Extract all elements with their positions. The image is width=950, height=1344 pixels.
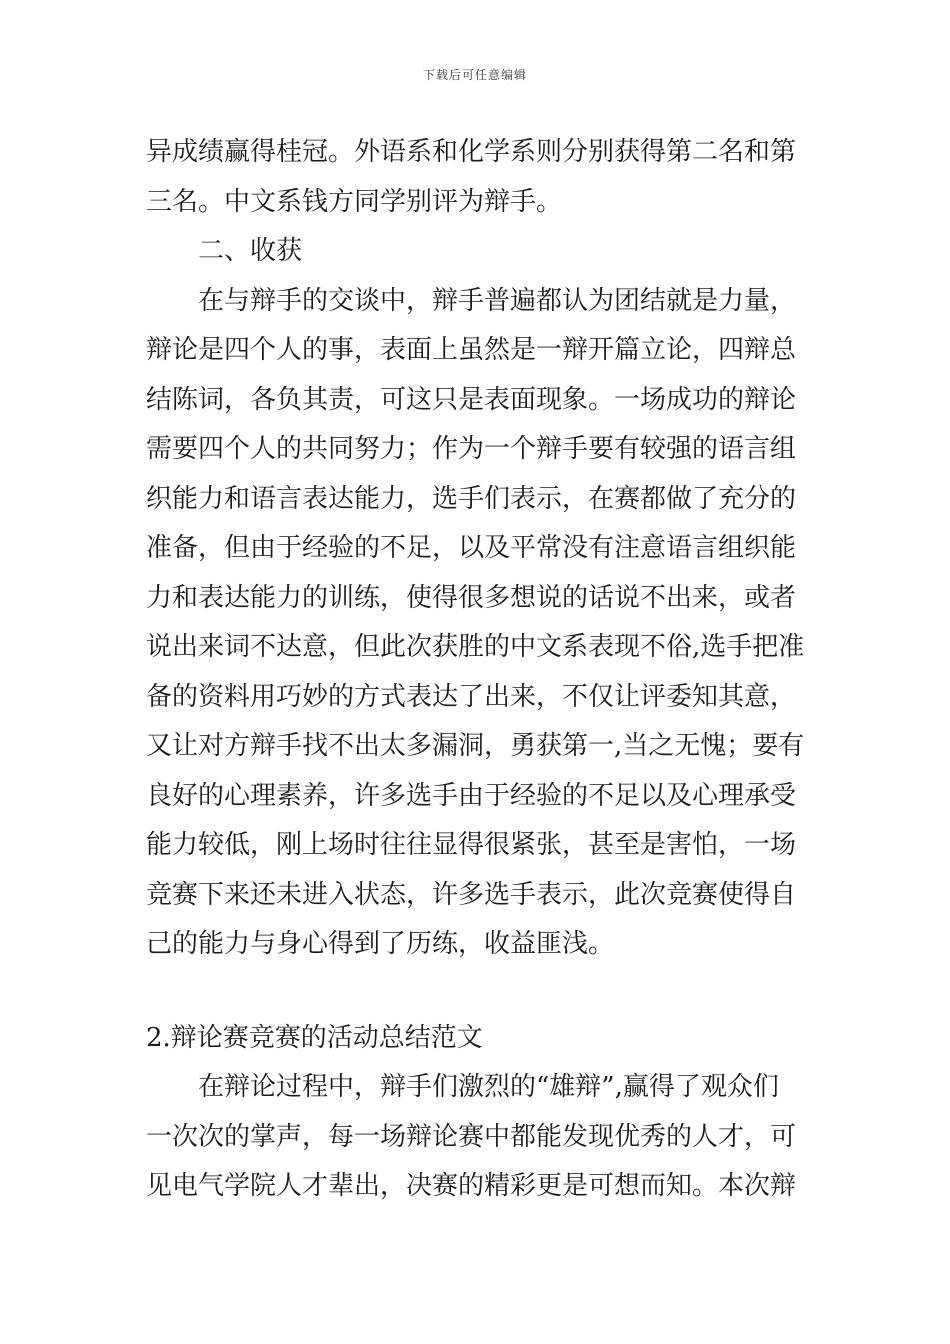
text-line: 结陈词，各负其责，可这只是表面现象。一场成功的辩论 bbox=[146, 384, 797, 415]
text-line: 见电气学院人才辈出，决赛的精彩更是可想而知。本次辩 bbox=[146, 1171, 797, 1201]
text-line: 竞赛下来还未进入状态，许多选手表示，此次竞赛使得自 bbox=[146, 879, 797, 910]
text-line: 在与辩手的交谈中，辩手普遍都认为团结就是力量， bbox=[198, 285, 797, 316]
text-line: 良好的心理素养，许多选手由于经验的不足以及心理承受 bbox=[146, 780, 797, 811]
document-body bbox=[146, 128, 810, 1212]
paragraph-harvest bbox=[146, 277, 810, 970]
text-line: 准备，但由于经验的不足，以及平常没有注意语言组织能 bbox=[146, 533, 797, 563]
text-line: 能力较低，刚上场时往往显得很紧张，甚至是害怕，一场 bbox=[146, 830, 797, 860]
paragraph-debate-summary bbox=[146, 1063, 810, 1212]
paragraph-results bbox=[146, 128, 810, 227]
text-line: 一次次的掌声，每一场辩论赛中都能发现优秀的人才，可 bbox=[146, 1121, 797, 1152]
text-line: 备的资料用巧妙的方式表达了出来，不仅让评委知其意， bbox=[146, 681, 797, 712]
text-line: 需要四个人的共同努力；作为一个辩手要有较强的语言组 bbox=[146, 434, 797, 464]
subheading-harvest: 二、收获 bbox=[198, 236, 303, 266]
text-line: 辩论是四个人的事，表面上虽然是一辩开篇立论，四辩总 bbox=[146, 335, 797, 365]
page-header: 下载后可任意编辑 bbox=[422, 68, 527, 82]
text-line: 织能力和语言表达能力，选手们表示，在赛都做了充分的 bbox=[146, 483, 797, 514]
text-line: 三名。中文系钱方同学别评为辩手。 bbox=[146, 186, 563, 217]
text-line: 己的能力与身心得到了历练，收益匪浅。 bbox=[146, 929, 615, 959]
text-line: 在辩论过程中，辩手们激烈的“雄辩”,赢得了观众们 bbox=[198, 1072, 779, 1102]
text-line: 又让对方辩手找不出太多漏洞，勇获第一,当之无愧；要有 bbox=[146, 731, 805, 761]
text-line: 异成绩赢得桂冠。外语系和化学系则分别获得第二名和第 bbox=[146, 137, 797, 167]
section-title: 2.辩论赛竞赛的活动总结范文 bbox=[146, 1022, 483, 1053]
text-line: 说出来词不达意，但此次获胜的中文系表现不俗,选手把准 bbox=[146, 632, 805, 662]
section-gap bbox=[146, 970, 810, 1014]
text-line: 力和表达能力的训练，使得很多想说的话说不出来，或者 bbox=[146, 582, 797, 613]
